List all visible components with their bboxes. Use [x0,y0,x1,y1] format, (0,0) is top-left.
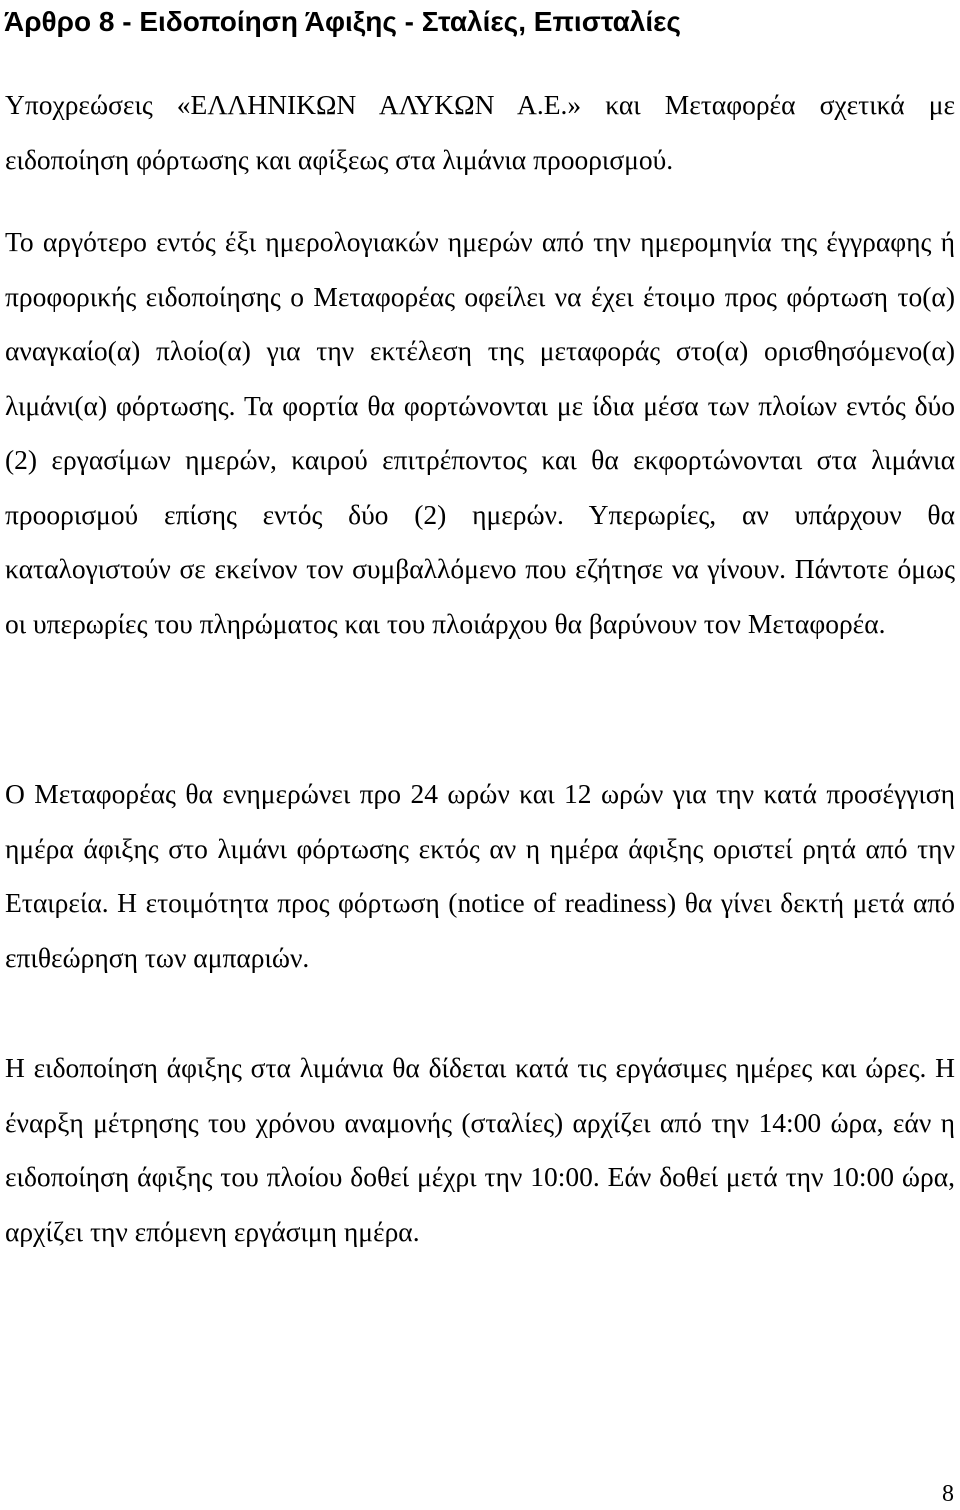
paragraph-loading-readiness: Το αργότερο εντός έξι ημερολογιακών ημερών από την ημερομηνία της έγγραφης ή προφορικής ειδοποίησης ο Μεταφορέας οφείλει να έχει έτοιμο προς φόρτωση το(α) αναγκαίο(α) πλοίο(α) για την εκτέλεση της μεταφοράς στο(α) ορισθησόμενο(α) λιμάνι(α) φόρτωσης. Τα φορτία θα φορτώνονται με ίδια μέσα των πλοίων εντός δύο (2) εργασίμων ημερών, καιρού επιτρέποντος και θα εκφορτώνονται στα λιμάνια προορισμού επίσης εντός δύο (2) ημερών. Υπερωρίες, αν υπάρχουν θα καταλογιστούν σε εκείνον τον συμβαλλόμενο που εζήτησε να γίνουν. Πάντοτε όμως οι υπερωρίες του πληρώματος και του πλοιάρχου θα βαρύνουν τον Μεταφορέα. [5,226,955,639]
paragraph-obligations-heading: Υποχρεώσεις «ΕΛΛΗΝΙΚΩΝ ΑΛΥΚΩΝ Α.Ε.» και Μεταφορέα σχετικά με ειδοποίηση φόρτωσης και αφίξεως στα λιμάνια προορισμού. [5,89,955,175]
paragraph-arrival-notice: Ο Μεταφορέας θα ενημερώνει προ 24 ωρών και 12 ωρών για την κατά προσέγγιση ημέρα άφιξης στο λιμάνι φόρτωσης εκτός αν η ημέρα άφιξης οριστεί ρητά από την Εταιρεία. Η ετοιμότητα προς φόρτωση (notice of readiness) θα γίνει δεκτή μετά από επιθεώρηση των αμπαριών. [5,778,955,973]
paragraph-laytime-start: Η ειδοποίηση άφιξης στα λιμάνια θα δίδεται κατά τις εργάσιμες ημέρες και ώρες. Η έναρξη μέτρησης του χρόνου αναμονής (σταλίες) αρχίζει από την 14:00 ώρα, εάν η ειδοποίηση άφιξης του πλοίου δοθεί μέχρι την 10:00. Εάν δοθεί μετά την 10:00 ώρα, αρχίζει την επόμενη εργάσιμη ημέρα. [5,1052,955,1247]
article-title: Άρθρο 8 - Ειδοποίηση Άφιξης - Σταλίες, Επισταλίες [4,6,681,37]
page-number: 8 [942,1481,954,1507]
